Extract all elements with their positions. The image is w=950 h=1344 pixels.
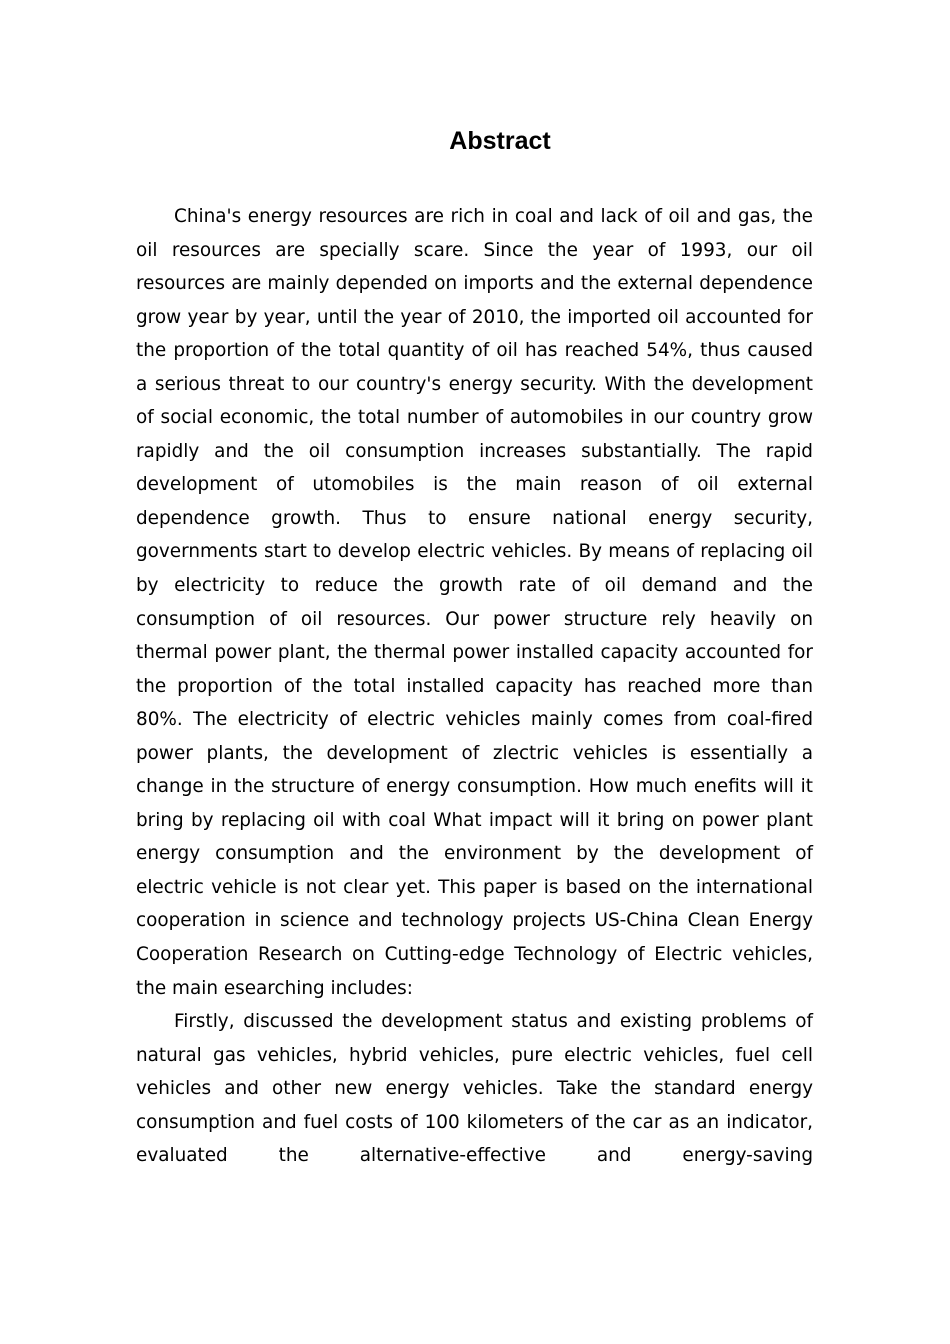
abstract-paragraph-1: China's energy resources are rich in coal and lack of oil and gas, the oil resources are specially scare. Since the year of 1993, our oil resources are mainly depended on imports and the external dependence grow year by year, until the year of 2010, the imported oil accounted for the proportion of the total quantity of oil has reached 54%, thus caused a serious threat to our country's energy security. With the development of social economic, the total number of automobiles in our country grow rapidly and the oil consumption increases substantially. The rapid development of utomobiles is the main reason of oil external dependence growth. Thus to ensure national energy security, governments start to develop electric vehicles. By means of replacing oil by electricity to reduce the growth rate of oil demand and the consumption of oil resources. Our power structure rely heavily on thermal power plant, the thermal power installed capacity accounted for the proportion of the total installed capacity has reached more than 80%. The electricity of electric vehicles mainly comes from coal-fired power plants, the development of zlectric vehicles is essentially a change in the structure of energy consumption. How much enefits will it bring by replacing oil with coal What impact will it bring on power plant energy consumption and the environment by the development of electric vehicle is not clear yet. This paper is based on the international cooperation in science and technology projects US-China Clean Energy Cooperation Research on Cutting-edge Technology of Electric vehicles, the main esearching includes: — [136, 206, 813, 999]
abstract-body — [136, 200, 813, 1173]
abstract-heading: Abstract — [449, 127, 551, 155]
abstract-paragraph-2: Firstly, discussed the development status and existing problems of natural gas vehicles, hybrid vehicles, pure electric vehicles, fuel cell vehicles and other new energy vehicles. Take the standard energy consumption and fuel costs of 100 kilometers of the car as an indicator, evaluated the alternative-effective and energy-saving — [136, 1011, 813, 1167]
